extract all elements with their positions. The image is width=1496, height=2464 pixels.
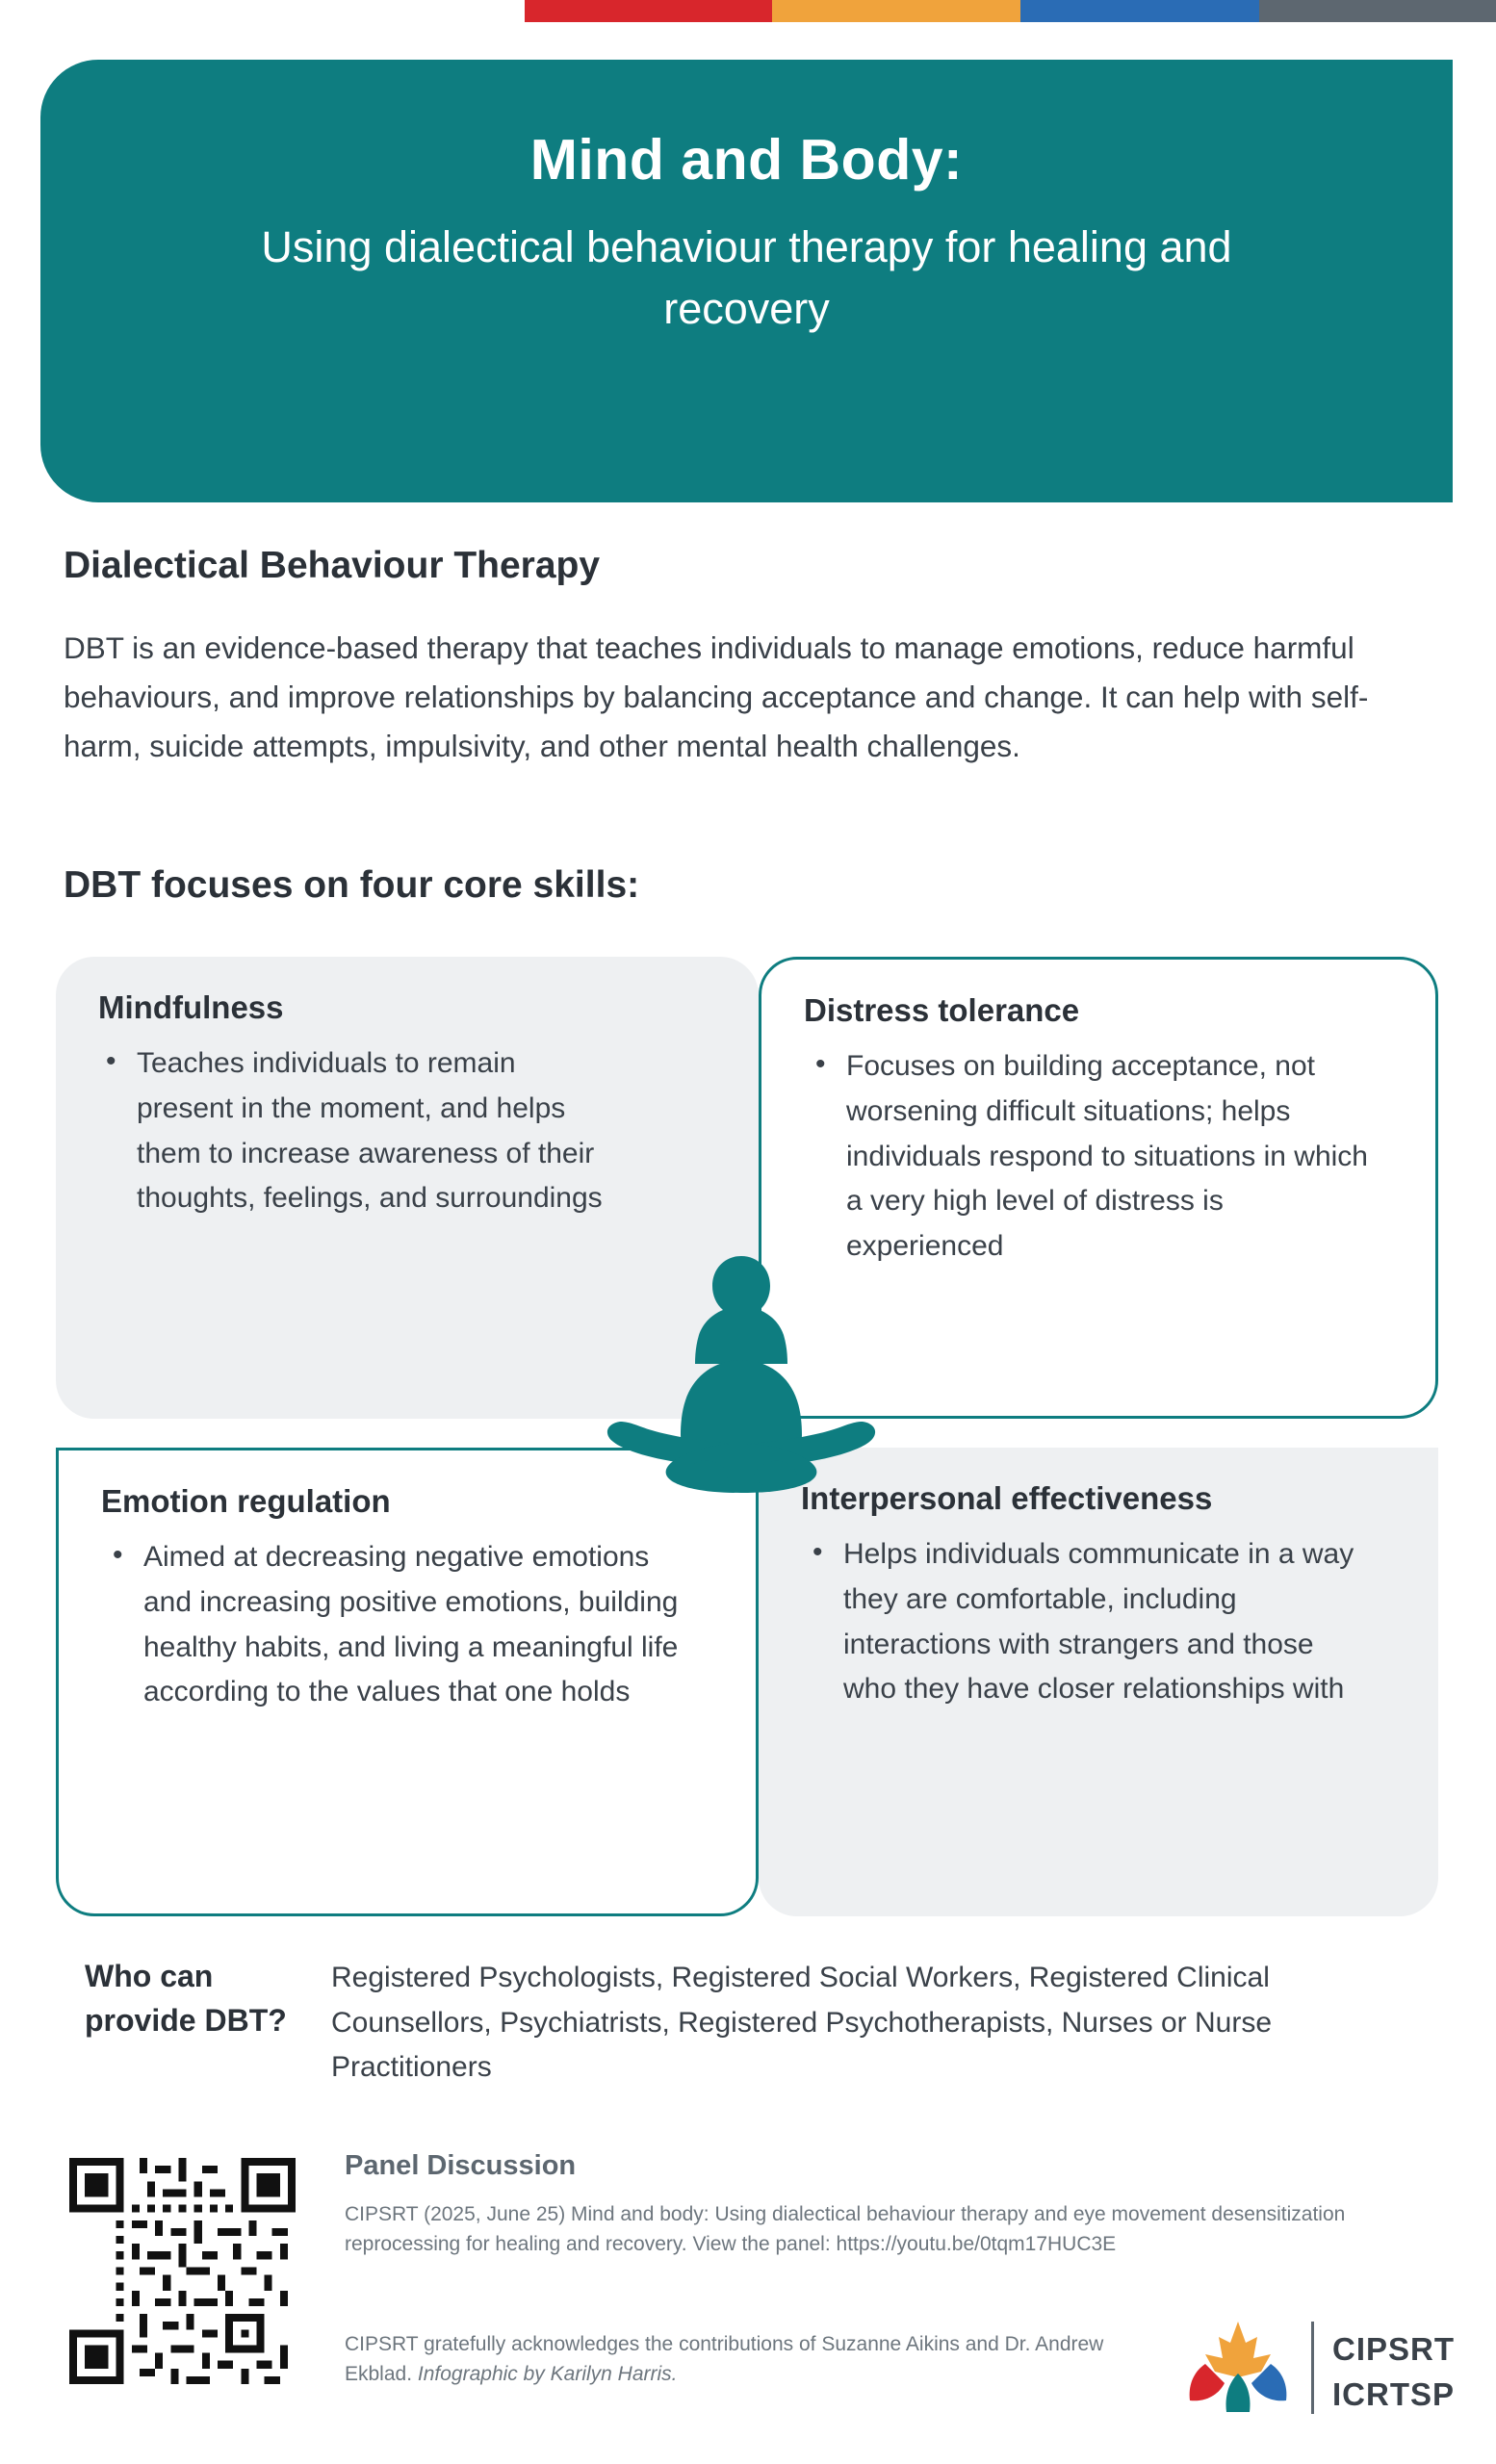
provider-list: Registered Psychologists, Registered Social Workers, Registered Clinical Counsellors, Psychiatrists, Registered Psychotherapists, Nurses or Nurse Practitioners [331,1962,1273,2083]
acknowledgement-credit: Infographic by Karilyn Harris. [417,2363,678,2386]
list-item: • Helps individuals communicate in a way they are comfortable, including interactions with strangers and those who they have closer relationships with [801,1532,1369,1712]
maple-leaf-icon [1176,2318,1300,2418]
skill-card-title: Interpersonal effectiveness [801,1480,1213,1516]
page-title: Mind and Body: [529,128,964,192]
skill-card-bullets [801,1532,1402,1712]
strip-segment-red [525,0,772,22]
logo-text-en: CIPSRT [1332,2331,1456,2367]
logo-divider [1311,2322,1314,2414]
provider-label: Who can provide DBT? [85,1959,287,2039]
skill-card-bullets [804,1044,1399,1270]
list-item: • Teaches individuals to remain present in the moment, and helps them to increase awareness of their thoughts, feelings, and surroundings [94,1041,614,1221]
meditating-person-icon [597,1246,886,1497]
skill-card-title: Distress tolerance [804,992,1080,1028]
dbt-intro-paragraph: DBT is an evidence-based therapy that teaches individuals to manage emotions, reduce harmful behaviours, and improve relationships by balancing acceptance and change. It can help with self-harm, suicide attempts, impulsivity, and other mental health challenges. [64,630,1369,764]
panel-citation: CIPSRT (2025, June 25) Mind and body: Using dialectical behaviour therapy and eye movement desensitization reprocessing for healing and recovery. View the panel: https://youtu.be/0tqm17HUC3E [345,2203,1346,2256]
skill-card-bullets [101,1535,719,1715]
list-item: • Aimed at decreasing negative emotions and increasing positive emotions, building healthy habits, and living a meaningful life according to the values that one holds [101,1535,688,1715]
strip-segment-grey [1259,0,1496,22]
skill-card-title: Emotion regulation [101,1483,391,1519]
core-skills-heading: DBT focuses on four core skills: [64,864,640,906]
header-banner [40,60,1453,502]
list-item: • Focuses on building acceptance, not worsening difficult situations; helps individuals respond to situations in which a very high level of distress is experienced [804,1044,1381,1270]
strip-segment-blue [1020,0,1259,22]
top-color-strip [525,0,1496,22]
cipsrt-logo [1176,2310,1456,2426]
skill-card-bullets [94,1041,722,1221]
skill-card-interpersonal-effectiveness [759,1448,1438,1916]
skill-card-title: Mindfulness [98,989,284,1025]
dbt-section-heading: Dialectical Behaviour Therapy [64,545,601,586]
skill-card-emotion-regulation [56,1448,759,1916]
strip-segment-orange [772,0,1020,22]
qr-code-icon[interactable] [69,2158,296,2384]
acknowledgement-main: CIPSRT gratefully acknowledges the contributions of Suzanne Aikins and Dr. Andrew Ekblad. [345,2333,1104,2386]
panel-discussion-title: Panel Discussion [345,2150,577,2181]
page-subtitle: Using dialectical behaviour therapy for healing and recovery [261,221,1232,333]
logo-wordmark [1332,2327,1455,2418]
acknowledgement-text [345,2329,1144,2389]
logo-text-fr: ICRTSP [1332,2375,1456,2412]
